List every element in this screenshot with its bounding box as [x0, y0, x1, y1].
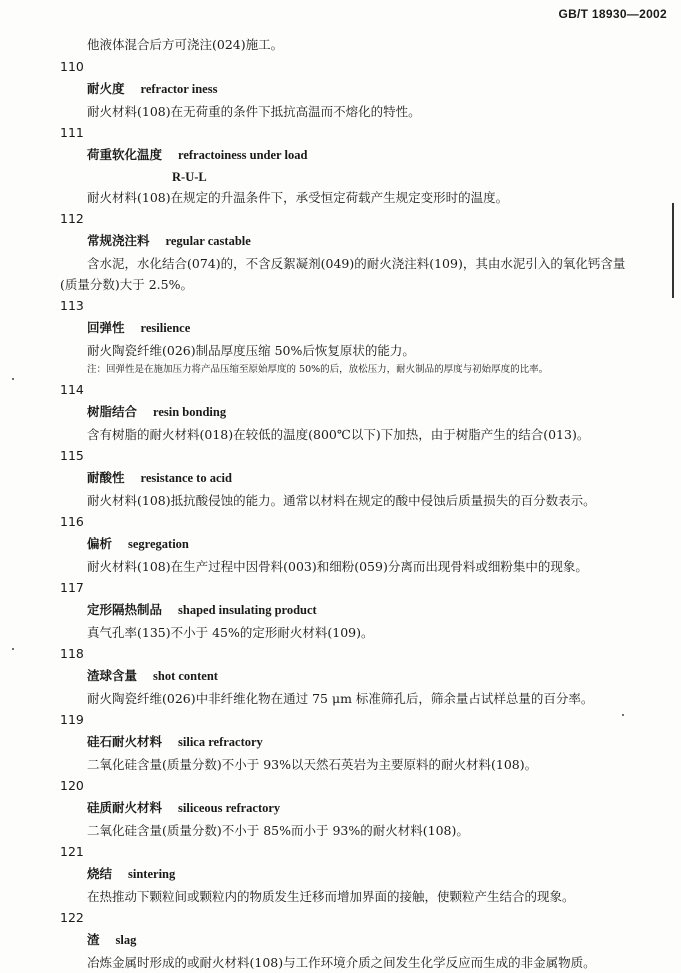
entry-number: 113 — [60, 298, 84, 313]
term-chinese: 偏析 — [87, 536, 113, 551]
entry-definition: 在热推动下颗粒间或颗粒内的物质发生迁移而增加界面的接触，使颗粒产生结合的现象。 — [87, 889, 575, 904]
glossary-entry — [60, 842, 672, 907]
scan-edge-mark — [672, 203, 674, 298]
glossary-entry — [60, 123, 672, 208]
glossary-body — [60, 35, 672, 973]
entry-number: 111 — [60, 125, 84, 140]
entry-number: 117 — [60, 580, 84, 595]
entry-term — [60, 598, 672, 622]
entry-number: 116 — [60, 514, 84, 529]
glossary-entry — [60, 644, 672, 709]
term-english: slag — [115, 933, 137, 947]
entry-number: 115 — [60, 448, 84, 463]
glossary-entry — [60, 908, 672, 973]
glossary-entry — [60, 776, 672, 841]
term-english: siliceous refractory — [178, 801, 281, 815]
entry-definition: 耐火陶瓷纤维(026)制品厚度压缩 50%后恢复原状的能力。 — [87, 343, 415, 358]
entry-term — [60, 77, 672, 101]
term-english: silica refractory — [178, 735, 263, 749]
entry-term — [60, 229, 672, 253]
entry-definition: 含水泥，水化结合(074)的，不含反絮凝剂(049)的耐火浇注料(109)，其由水泥引入的氧化钙含量 — [87, 256, 626, 271]
term-chinese: 耐酸性 — [87, 470, 125, 485]
glossary-entry — [60, 57, 672, 122]
entry-definition: 二氧化硅含量(质量分数)不小于 93%以天然石英岩为主要原料的耐火材料(108)。 — [87, 757, 538, 772]
entry-definition: 耐火材料(108)抵抗酸侵蚀的能力。通常以材料在规定的酸中侵蚀后质量损失的百分数表示。 — [87, 493, 596, 508]
term-chinese: 耐火度 — [87, 81, 125, 96]
entry-term — [60, 664, 672, 688]
entry-term — [60, 466, 672, 490]
scan-speck — [12, 378, 14, 380]
term-english: shaped insulating product — [178, 603, 317, 617]
term-chinese: 荷重软化温度 — [87, 147, 163, 162]
term-chinese: 硅石耐火材料 — [87, 734, 163, 749]
entry-definition: 耐火材料(108)在规定的升温条件下，承受恒定荷载产生规定变形时的温度。 — [87, 190, 509, 205]
glossary-entry — [60, 296, 672, 379]
entry-number: 122 — [60, 910, 84, 925]
entry-number: 118 — [60, 646, 84, 661]
entry-definition: 真气孔率(135)不小于 45%的定形耐火材料(109)。 — [87, 625, 374, 640]
scan-speck — [622, 714, 624, 716]
entry-number: 112 — [60, 211, 84, 226]
entry-number: 114 — [60, 382, 84, 397]
term-chinese: 回弹性 — [87, 320, 125, 335]
term-english: resistance to acid — [140, 471, 232, 485]
entry-number: 121 — [60, 844, 84, 859]
term-chinese: 定形隔热制品 — [87, 602, 163, 617]
term-abbreviation: R-U-L — [172, 170, 207, 184]
term-english: segregation — [128, 537, 189, 551]
entry-term — [60, 862, 672, 886]
entry-term — [60, 316, 672, 340]
term-chinese: 渣球含量 — [87, 668, 138, 683]
entry-term — [60, 532, 672, 556]
entry-term — [60, 143, 672, 167]
glossary-entry — [60, 710, 672, 775]
glossary-entry — [60, 578, 672, 643]
entry-term — [60, 928, 672, 952]
term-english: shot content — [153, 669, 218, 683]
glossary-entry — [60, 446, 672, 511]
term-chinese: 渣 — [87, 932, 100, 947]
entry-term — [60, 730, 672, 754]
entry-term — [60, 400, 672, 424]
term-english: regular castable — [165, 234, 251, 248]
entry-definition: 冶炼金属时形成的或耐火材料(108)与工作环境介质之间发生化学反应而生成的非金属物质。 — [87, 955, 596, 970]
entry-definition: 耐火材料(108)在无荷重的条件下抵抗高温而不熔化的特性。 — [87, 104, 421, 119]
glossary-entry — [60, 380, 672, 445]
entry-number: 110 — [60, 59, 84, 74]
entry-note: 注：回弹性是在施加压力将产品压缩至原始厚度的 50%的后，放松压力，耐火制品的厚度与初始厚度的比率。 — [87, 364, 549, 375]
entry-list — [60, 57, 672, 973]
scan-speck — [12, 648, 14, 650]
term-english: sintering — [128, 867, 176, 881]
entry-number: 120 — [60, 778, 84, 793]
entry-number: 119 — [60, 712, 84, 727]
glossary-entry — [60, 512, 672, 577]
term-english: resilience — [140, 321, 191, 335]
intro-continuation: 他液体混合后方可浇注(024)施工。 — [87, 37, 284, 52]
entry-definition: 含有树脂的耐火材料(018)在较低的温度(800℃以下)下加热，由于树脂产生的结合(013)。 — [87, 427, 590, 442]
term-chinese: 树脂结合 — [87, 404, 138, 419]
glossary-entry — [60, 209, 672, 295]
term-english: refractoiness under load — [178, 148, 308, 162]
term-chinese: 硅质耐火材料 — [87, 800, 163, 815]
term-chinese: 常规浇注料 — [87, 233, 150, 248]
term-english: refractor iness — [140, 82, 218, 96]
entry-definition-continuation: (质量分数)大于 2.5%。 — [60, 277, 193, 292]
entry-term — [60, 796, 672, 820]
entry-definition: 耐火陶瓷纤维(026)中非纤维化物在通过 75 μm 标准筛孔后，筛余量占试样总量的百分率。 — [87, 691, 594, 706]
term-chinese: 烧结 — [87, 866, 113, 881]
term-english: resin bonding — [153, 405, 227, 419]
entry-definition: 耐火材料(108)在生产过程中因骨料(003)和细粉(059)分离而出现骨料或细粉集中的现象。 — [87, 559, 588, 574]
standard-code-header: GB/T 18930—2002 — [558, 7, 667, 21]
entry-definition: 二氧化硅含量(质量分数)不小于 85%而小于 93%的耐火材料(108)。 — [87, 823, 469, 838]
